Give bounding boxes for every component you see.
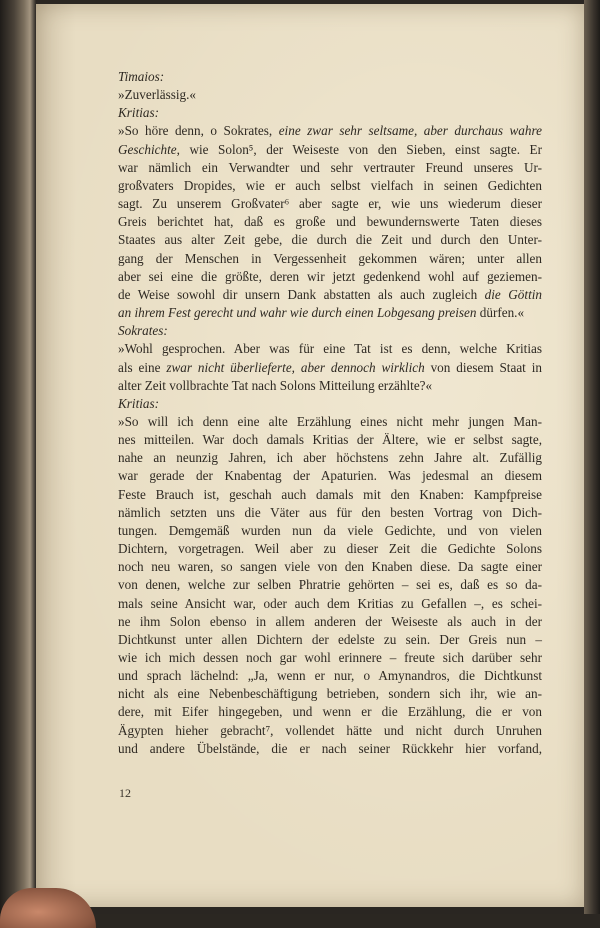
italic-text: Geschichte [118, 141, 177, 157]
italic-text: Kritias: [118, 105, 160, 121]
text-line [118, 504, 542, 522]
text-line [118, 467, 542, 485]
text-line [118, 141, 542, 159]
text-segment: , wie Solon⁵, der Weiseste von den Sieben, einst sagte. Er [176, 141, 542, 157]
text-line [118, 722, 542, 740]
text-segment: und sprach lächelnd: „Ja, wenn er nur, o Amynandros, die Dichtkunst [118, 668, 542, 684]
text-segment: ne ihm Solon ebenso in allem anderen der Weiseste als auch in der [118, 613, 542, 629]
text-segment: Dichtkunst unter allen Dichtern der edelste zu sein. Der Greis nun – [118, 631, 542, 647]
text-segment: dürfen.« [476, 305, 525, 321]
text-segment: gang der Menschen in Vergessenheit gekommen wären; unter allen [118, 250, 542, 266]
page-edge [584, 0, 600, 914]
text-segment: de Weise sowohl dir unsern Dank abstatten als auch zugleich [118, 286, 485, 302]
text-segment: von denen, welche zur selben Phratrie gehörten – sei es, daß es so da- [118, 577, 542, 593]
text-segment: alter Zeit vollbrachte Tat nach Solons Mitteilung erzählte?« [118, 377, 433, 393]
text-segment: nes mitteilen. War doch damals Kritias der Ältere, wie er selbst sagte, [118, 432, 542, 448]
text-segment: aber sei eine die größte, deren wir jetzt gedenkend wohl auf geziemen- [118, 268, 542, 284]
text-line [118, 195, 542, 213]
text-line [118, 86, 542, 104]
speaker-label [118, 322, 542, 340]
text-line [118, 558, 542, 576]
text-line [118, 377, 542, 395]
text-segment: dere, mit Eifer hingegeben, und wenn er die Erzählung, die er von [118, 704, 542, 720]
text-segment: nahe an neunzig Jahren, ich aber höchstens zehn Jahre alt. Zufällig [118, 450, 542, 466]
text-segment: Greis berichtet hat, daß es große und bewundernswerte Taten dieses [118, 214, 542, 230]
text-line [118, 359, 542, 377]
text-line [118, 304, 542, 322]
text-line [118, 431, 542, 449]
text-segment: und andere Übelstände, die er nach seiner Rückkehr hier vorfand, [118, 740, 542, 756]
text-segment: war gerade der Knabentag der Apaturien. Was jedesmal an diesem [118, 468, 542, 484]
text-line [118, 413, 542, 431]
text-line [118, 576, 542, 594]
text-line [118, 649, 542, 667]
text-segment: tungen. Demgemäß wurden nun da viele Gedichte, und von vielen [118, 522, 542, 538]
text-segment: Dichtern, vorgetragen. Weil aber zu dieser Zeit die Gedichte Solons [118, 541, 542, 557]
text-segment: nämlich setzten uns die Väter aus für den besten Vortrag von Dich- [118, 504, 542, 520]
text-line [118, 340, 542, 358]
text-line [118, 177, 542, 195]
italic-text: an ihrem Fest gerecht und wahr wie durch einen Lobgesang preisen [118, 305, 477, 321]
text-line [118, 631, 542, 649]
text-line [118, 522, 542, 540]
text-segment: nicht als eine Nebenbeschäftigung betrieben, sondern sich ihr, wie an- [118, 686, 542, 702]
italic-text: Kritias: [118, 395, 160, 411]
text-line [118, 250, 542, 268]
text-line [118, 286, 542, 304]
text-segment: von diesem Staat in [424, 359, 542, 375]
text-line [118, 486, 542, 504]
text-segment: mals seine Ansicht war, oder auch dem Kritias zu Gefallen –, es schei- [118, 595, 542, 611]
text-line [118, 213, 542, 231]
text-line [118, 268, 542, 286]
text-line [118, 231, 542, 249]
text-line [118, 449, 542, 467]
text-line [118, 540, 542, 558]
italic-text: die Göttin [484, 286, 542, 302]
text-line [118, 685, 542, 703]
italic-text: eine zwar sehr seltsame, aber durchaus wahre [278, 123, 542, 139]
text-segment: als eine [118, 359, 167, 375]
text-segment: »Wohl gesprochen. Aber was für eine Tat ist es denn, welche Kritias [118, 341, 542, 357]
text-segment: wie ich mich dessen noch gar wohl erinnere – freute sich darüber sehr [118, 650, 542, 665]
italic-text: zwar nicht überlieferte, aber dennoch wirklich [166, 359, 425, 375]
text-segment: Staates aus alter Zeit gebe, die durch die Zeit und durch den Unter- [118, 232, 542, 248]
text-line [118, 159, 542, 177]
speaker-label [118, 104, 542, 122]
speaker-label [118, 68, 542, 86]
text-segment: noch neu waren, so sangen viele von den Knaben diese. Da sagte einer [118, 559, 542, 575]
speaker-label [118, 395, 542, 413]
text-segment: »So höre denn, o Sokrates, [118, 123, 279, 139]
text-line [118, 667, 542, 685]
text-segment: war nämlich ein Verwandter und sehr vertrauter Freund unseres Ur- [118, 159, 542, 175]
page-number: 12 [119, 786, 131, 800]
text-line [118, 122, 542, 140]
text-line [118, 740, 542, 758]
text-segment: Feste Brauch ist, geschah auch damals mit den Knaben: Kampfpreise [118, 486, 542, 502]
italic-text: Sokrates: [118, 323, 168, 339]
text-segment: »So will ich denn eine alte Erzählung eines nicht mehr jungen Man- [118, 413, 542, 429]
text-segment: »Zuverlässig.« [118, 87, 197, 103]
text-segment: sagt. Zu unserem Großvater⁶ aber sagte er, wie uns wiederum dieser [118, 196, 542, 212]
text-line [118, 595, 542, 613]
italic-text: Timaios: [118, 69, 165, 84]
page-text [118, 68, 542, 758]
text-line [118, 703, 542, 721]
text-segment: Ägypten hieher gebracht⁷, vollendet hätte und nicht durch Unruhen [118, 722, 542, 738]
text-line [118, 613, 542, 631]
text-segment: großvaters Dropides, wie er auch selbst vielfach in seinen Gedichten [118, 177, 542, 193]
